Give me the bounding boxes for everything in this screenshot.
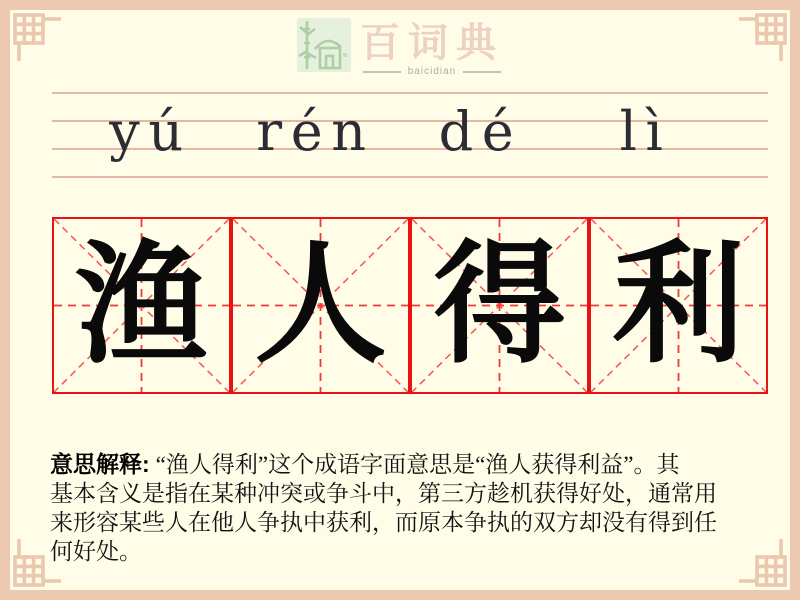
- pinyin-text: [68, 100, 728, 163]
- definition-line-4: 何好处。: [50, 539, 142, 564]
- character-box-2: [231, 217, 410, 394]
- logo-subtitle: baicidian: [407, 66, 457, 77]
- pinyin-syllable-4: lì: [619, 100, 672, 163]
- definition-block: [50, 450, 780, 566]
- character-box-1: [52, 217, 231, 394]
- definition-label: 意思解释:: [50, 451, 150, 477]
- character-grid: [52, 217, 768, 394]
- pinyin-syllable-1: yú: [109, 100, 192, 163]
- logo-dash-right: [463, 71, 501, 73]
- definition-line-3: 来形容某些人在他人争执中获利，而原本争执的双方却没有得到任: [50, 510, 717, 535]
- character-box-4: [589, 217, 768, 394]
- idiom-character: 利: [612, 231, 745, 379]
- logo-title: 百词典: [360, 20, 504, 65]
- pinyin-syllable-3: dé: [438, 100, 523, 163]
- definition-line-2: 基本含义是指在某种冲突或争斗中，第三方趁机获得好处，通常用: [50, 481, 717, 506]
- definition-text: “渔人得利”这个成语字面意思是“渔人获得利益”。其: [155, 452, 680, 477]
- pinyin-syllable-2: rén: [256, 100, 375, 163]
- idiom-character: 人: [254, 231, 387, 379]
- idiom-character: 渔: [75, 231, 208, 379]
- logo-subtitle-row: [363, 66, 501, 77]
- rule-line-4: [52, 176, 768, 178]
- logo-dash-left: [363, 71, 401, 73]
- logo: [10, 17, 790, 77]
- bamboo-house-icon: [296, 17, 352, 73]
- rule-line-1: [52, 92, 768, 94]
- idiom-character: 得: [433, 231, 566, 379]
- character-box-3: [410, 217, 589, 394]
- definition-line-1: [50, 450, 780, 479]
